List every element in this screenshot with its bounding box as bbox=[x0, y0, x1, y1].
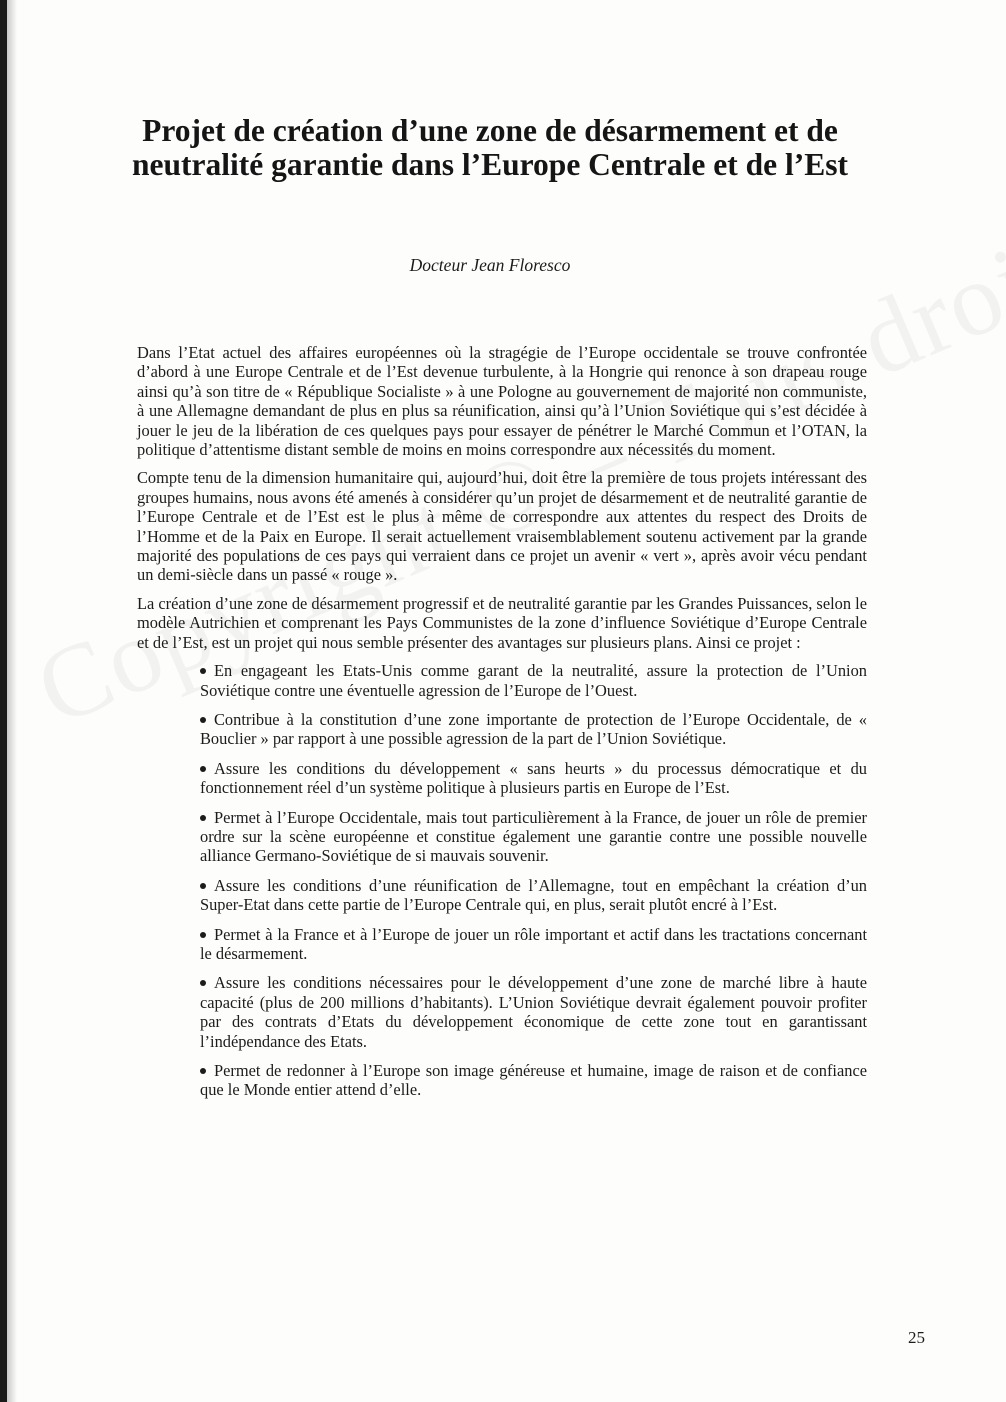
list-item-text: Contribue à la constitution d’une zone importante de protection de l’Europe Occidentale, de « Bouclier » par rapport à une possible agression de la part de l’Union Soviétique. bbox=[200, 709, 867, 749]
list-item-text: En engageant les Etats-Unis comme garant de la neutralité, assure la protection de l’Union Soviétique contre une éventuelle agression de l’Europe de l’Ouest. bbox=[200, 661, 867, 700]
bullet-icon bbox=[200, 766, 206, 772]
list-item-text: Assure les conditions du développement « sans heurts » du processus démocratique et du fonctionnement réel d’un système politique à plusieurs partis en Europe de l’Est. bbox=[200, 758, 867, 798]
bullet-icon bbox=[200, 980, 206, 986]
bullet-icon bbox=[200, 883, 206, 889]
scan-border bbox=[0, 0, 7, 1402]
page-number: 25 bbox=[908, 1328, 925, 1347]
bullet-icon bbox=[200, 668, 206, 674]
list-item-text: Assure les conditions nécessaires pour le développement d’une zone de marché libre à haute capacité (plus de 200 millions d’habitants). L’Union Soviétique devrait également pouvoir profiter par des contrats d’Etats du développement économique de cette zone tout en garantissant l’indépendance des Etats. bbox=[200, 973, 867, 1051]
paragraph: Dans l’Etat actuel des affaires européennes où la stragégie de l’Europe occidentale se trouve confrontée d’abord à une Europe Centrale et de l’Est devenue turbulente, à la Hongrie qui renonce à son drapeau rouge ainsi qu’à son titre de « République Socialiste » à une Pologne au gouvernement de majorité non communiste, à une Allemagne demandant de plus en plus sa réunification, ainsi qu’à l’Union Soviétique qui s’est décidée à jouer le jeu de la libération de ces quelques pays pour essayer de pénétrer le Marché Commun et l’OTAN, la politique d’attentisme distant semble de moins en moins correspondre aux nécessités du moment. bbox=[137, 343, 867, 460]
list-item bbox=[200, 876, 867, 915]
article-title: Projet de création d’une zone de désarmement et de neutralité garantie dans l’Europe Centrale et de l’Est bbox=[132, 113, 848, 182]
bullet-icon bbox=[200, 1068, 206, 1074]
list-item-text: Permet de redonner à l’Europe son image généreuse et humaine, image de raison et de confiance que le Monde entier attend d’elle. bbox=[200, 1061, 867, 1100]
advantages-list bbox=[200, 661, 867, 1100]
bullet-icon bbox=[200, 932, 206, 938]
list-item bbox=[200, 661, 867, 700]
list-item bbox=[200, 759, 867, 798]
scan-shadow bbox=[7, 0, 17, 1402]
article-body bbox=[137, 343, 867, 1110]
list-item bbox=[200, 710, 867, 749]
list-item bbox=[200, 925, 867, 964]
paragraph: La création d’une zone de désarmement progressif et de neutralité garantie par les Grandes Puissances, selon le modèle Autrichien et comprenant les Pays Communistes de la zone d’influence Soviétique d’Europe Centrale et de l’Est, est un projet qui nous semble présenter des avantages sur plusieurs plans. Ainsi ce projet : bbox=[137, 593, 867, 652]
list-item bbox=[200, 808, 867, 866]
bullet-icon bbox=[200, 815, 206, 821]
paragraph: Compte tenu de la dimension humanitaire qui, aujourd’hui, doit être la première de tous projets intéressant des groupes humains, nous avons été amenés à considérer qu’un projet de désarmement et de neutralité garantie de l’Europe Centrale et de l’Est est le plus à même de correspondre aux attentes du respect des Droits de l’Homme et de la Paix en Europe. Il serait actuellement vraisemblablement soutenu activement par la grande majorité des populations de ces pays qui verraient dans ce projet un avenir « vert », après avoir vécu pendant un demi-siècle dans un passé « rouge ». bbox=[137, 468, 867, 585]
list-item-text: Permet à la France et à l’Europe de jouer un rôle important et actif dans les tractations concernant le désarmement. bbox=[200, 924, 867, 963]
list-item-text: Assure les conditions d’une réunification de l’Allemagne, tout en empêchant la création d’un Super-Etat dans cette partie de l’Europe Centrale qui, en plus, serait plutôt encré à l’Est. bbox=[200, 875, 867, 915]
article-author: Docteur Jean Floresco bbox=[409, 255, 571, 275]
list-item-text: Permet à l’Europe Occidentale, mais tout particulièrement à la France, de jouer un rôle de premier ordre sur la scène européenne et constitue également une garantie contre une possible nouvelle alliance Germano-Soviétique de si mauvais souvenir. bbox=[200, 807, 867, 866]
list-item bbox=[200, 1061, 867, 1100]
list-item bbox=[200, 973, 867, 1051]
bullet-icon bbox=[200, 717, 206, 723]
